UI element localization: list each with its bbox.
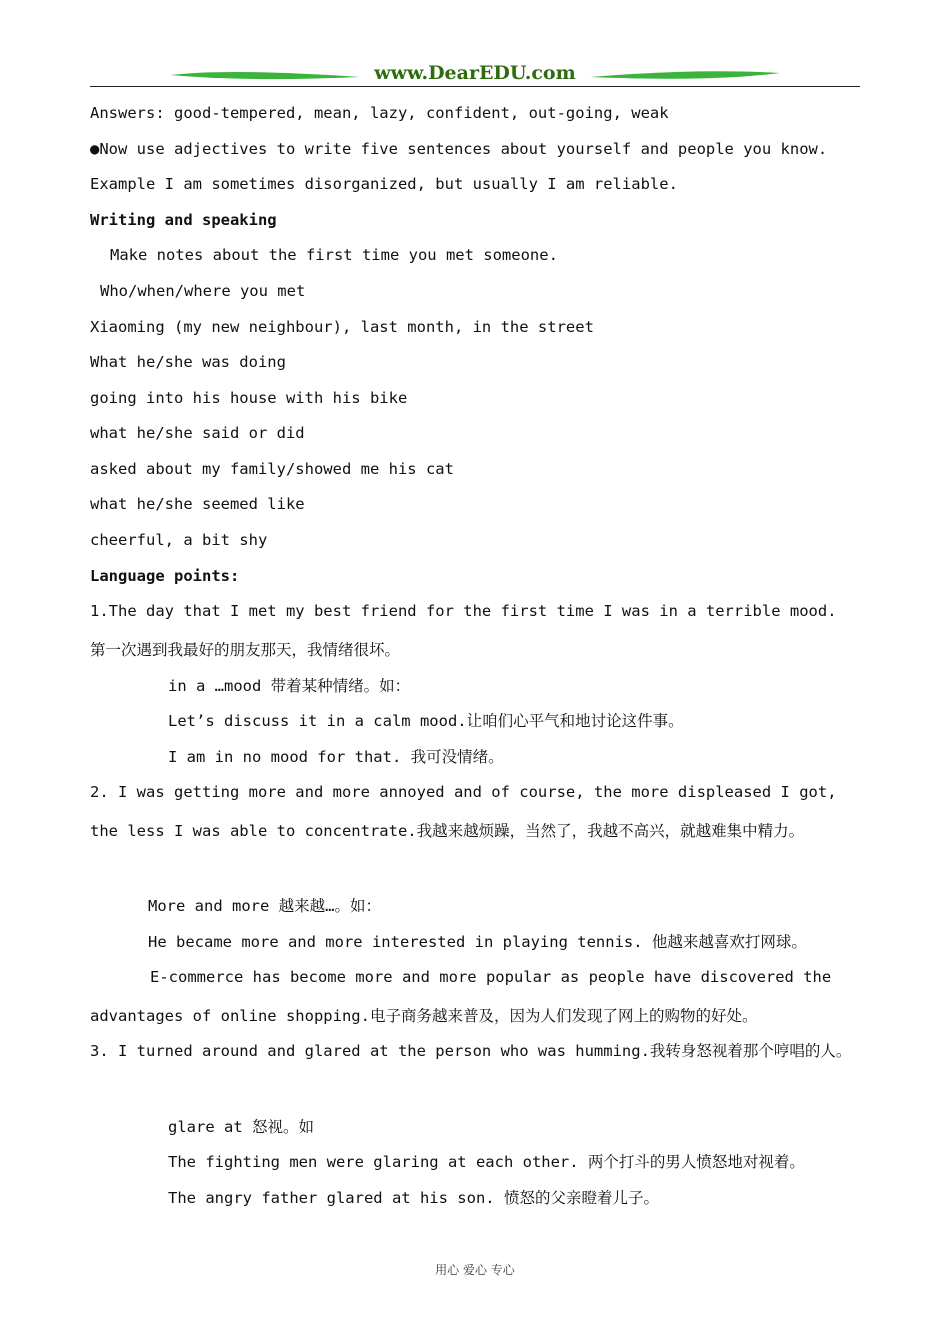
point3-paragraph: 3. I turned around and glared at the person who was humming.我转身怒视着那个哼唱的人。 xyxy=(90,1042,852,1060)
notes-prompt-who: Who/when/where you met xyxy=(100,282,306,300)
notes-prompt-said: what he/she said or did xyxy=(90,424,305,442)
notes-answer-said: asked about my family/showed me his cat xyxy=(90,460,454,478)
point1-example-2: I am in no mood for that. 我可没情绪。 xyxy=(168,748,504,766)
point3-example-1: The fighting men were glaring at each other. 两个打斗的男人愤怒地对视着。 xyxy=(168,1153,805,1171)
point3-usage: glare at 怒视。如 xyxy=(168,1118,314,1136)
point2-usage: More and more 越来越…。如： xyxy=(148,897,381,915)
point2-paragraph: 2. I was getting more and more annoyed and of course, the more displeased I got, the less I was able to concentrate.我越来越烦躁，当然了，我越不高兴，就越难集中精力。 xyxy=(90,783,837,840)
point1-example-1: Let’s discuss it in a calm mood.让咱们心平气和地讨论这件事。 xyxy=(168,712,684,730)
answers-line: Answers: good-tempered, mean, lazy, confident, out-going, weak xyxy=(90,104,669,122)
point1-usage: in a …mood 带着某种情绪。如： xyxy=(168,677,411,695)
point1-sentence: 1.The day that I met my best friend for the first time I was in a terrible mood. xyxy=(90,602,837,620)
point2-example-1: He became more and more interested in playing tennis. 他越来越喜欢打网球。 xyxy=(148,933,807,951)
right-swoosh-decoration xyxy=(590,68,780,82)
page-header xyxy=(90,60,860,92)
point1-translation: 第一次遇到我最好的朋友那天，我情绪很坏。 xyxy=(90,641,401,659)
left-swoosh-decoration xyxy=(170,68,360,82)
notes-answer-who: Xiaoming (my new neighbour), last month, in the street xyxy=(90,318,594,336)
notes-prompt-seemed: what he/she seemed like xyxy=(90,495,305,513)
notes-prompt-doing: What he/she was doing xyxy=(90,353,286,371)
notes-answer-doing: going into his house with his bike xyxy=(90,389,408,407)
point3-example-2: The angry father glared at his son. 愤怒的父亲瞪着儿子。 xyxy=(168,1189,659,1207)
section-heading-language: Language points: xyxy=(90,567,240,585)
header-rule xyxy=(90,86,860,87)
point2-example-2: E-commerce has become more and more popular as people have discovered the advantages of online shopping.电子商务越来普及，因为人们发现了网上的购物的好处。 xyxy=(90,968,832,1025)
notes-instruction: Make notes about the first time you met someone. xyxy=(110,246,558,264)
example-line: Example I am sometimes disorganized, but usually I am reliable. xyxy=(90,175,678,193)
section-heading-writing: Writing and speaking xyxy=(90,211,277,229)
instruction-line: ●Now use adjectives to write five sentences about yourself and people you know. xyxy=(90,140,828,158)
notes-answer-seemed: cheerful, a bit shy xyxy=(90,531,268,549)
site-logo: www.DearEDU.com xyxy=(374,62,576,84)
page-footer: 用心 爱心 专心 xyxy=(435,1263,515,1277)
